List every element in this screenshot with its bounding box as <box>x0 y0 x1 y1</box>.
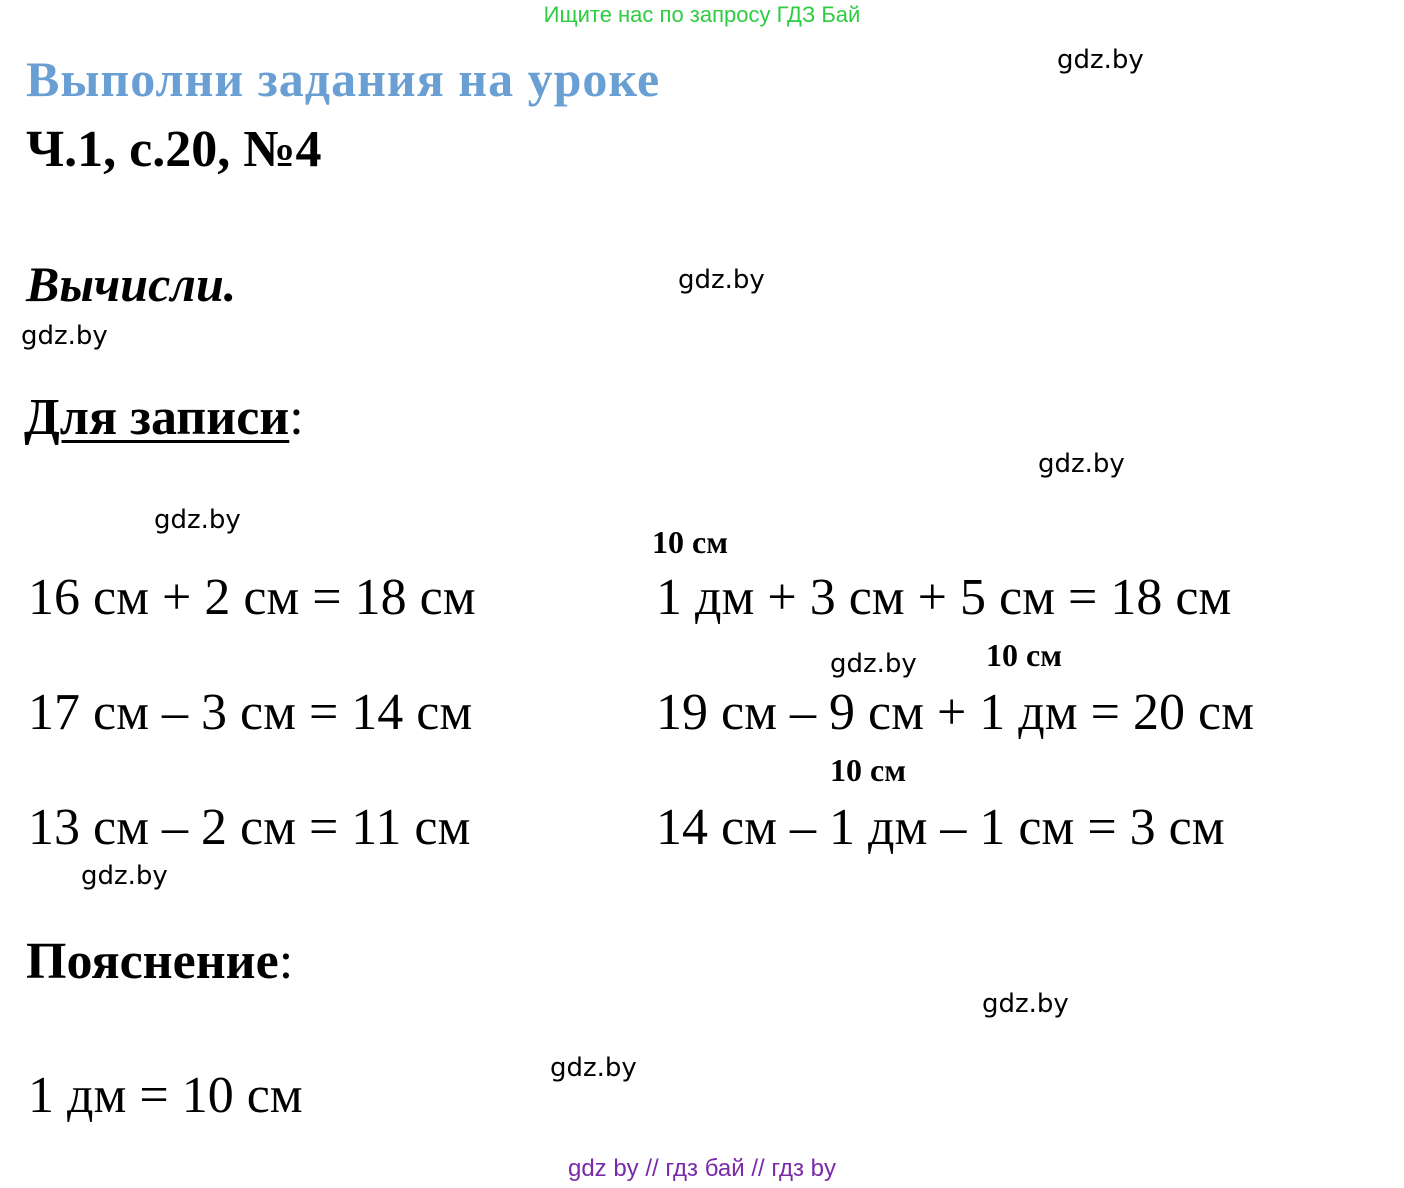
watermark: gdz.by <box>154 505 241 535</box>
equation-right-3: 14 см – 1 дм – 1 см = 3 см <box>656 799 1225 856</box>
explanation-heading <box>26 932 293 991</box>
explanation-heading-colon: : <box>278 933 294 990</box>
watermark: gdz.by <box>1038 449 1125 479</box>
record-heading-colon: : <box>289 389 304 446</box>
watermark: gdz.by <box>982 989 1069 1019</box>
watermark: gdz.by <box>830 649 917 679</box>
equation-left-2: 17 см – 3 см = 14 см <box>28 684 473 741</box>
explanation-heading-text: Пояснение <box>26 933 279 990</box>
search-banner: Ищите нас по запросу ГДЗ Бай <box>543 2 861 27</box>
conversion-note-1: 10 см <box>652 524 728 560</box>
explanation-text: 1 дм = 10 см <box>28 1067 303 1124</box>
watermark: gdz.by <box>21 321 108 351</box>
record-heading <box>24 388 304 447</box>
equation-left-1: 16 см + 2 см = 18 см <box>28 569 476 626</box>
conversion-note-2: 10 см <box>986 637 1062 673</box>
watermark: gdz.by <box>678 265 765 295</box>
watermark: gdz.by <box>1057 45 1144 75</box>
watermark: gdz.by <box>81 861 168 891</box>
exercise-reference: Ч.1, с.20, №4 <box>26 121 322 178</box>
task-instruction: Вычисли. <box>26 256 237 312</box>
equation-right-2: 19 см – 9 см + 1 дм = 20 см <box>656 684 1254 741</box>
equation-right-1: 1 дм + 3 см + 5 см = 18 см <box>656 569 1232 626</box>
watermark: gdz.by <box>550 1053 637 1083</box>
equation-left-3: 13 см – 2 см = 11 см <box>28 799 471 856</box>
footer-links: gdz by // гдз бай // гдз by <box>567 1155 837 1182</box>
conversion-note-3: 10 см <box>830 752 906 788</box>
page-title: Выполни задания на уроке <box>26 51 661 107</box>
record-heading-text: Для записи <box>24 389 290 446</box>
